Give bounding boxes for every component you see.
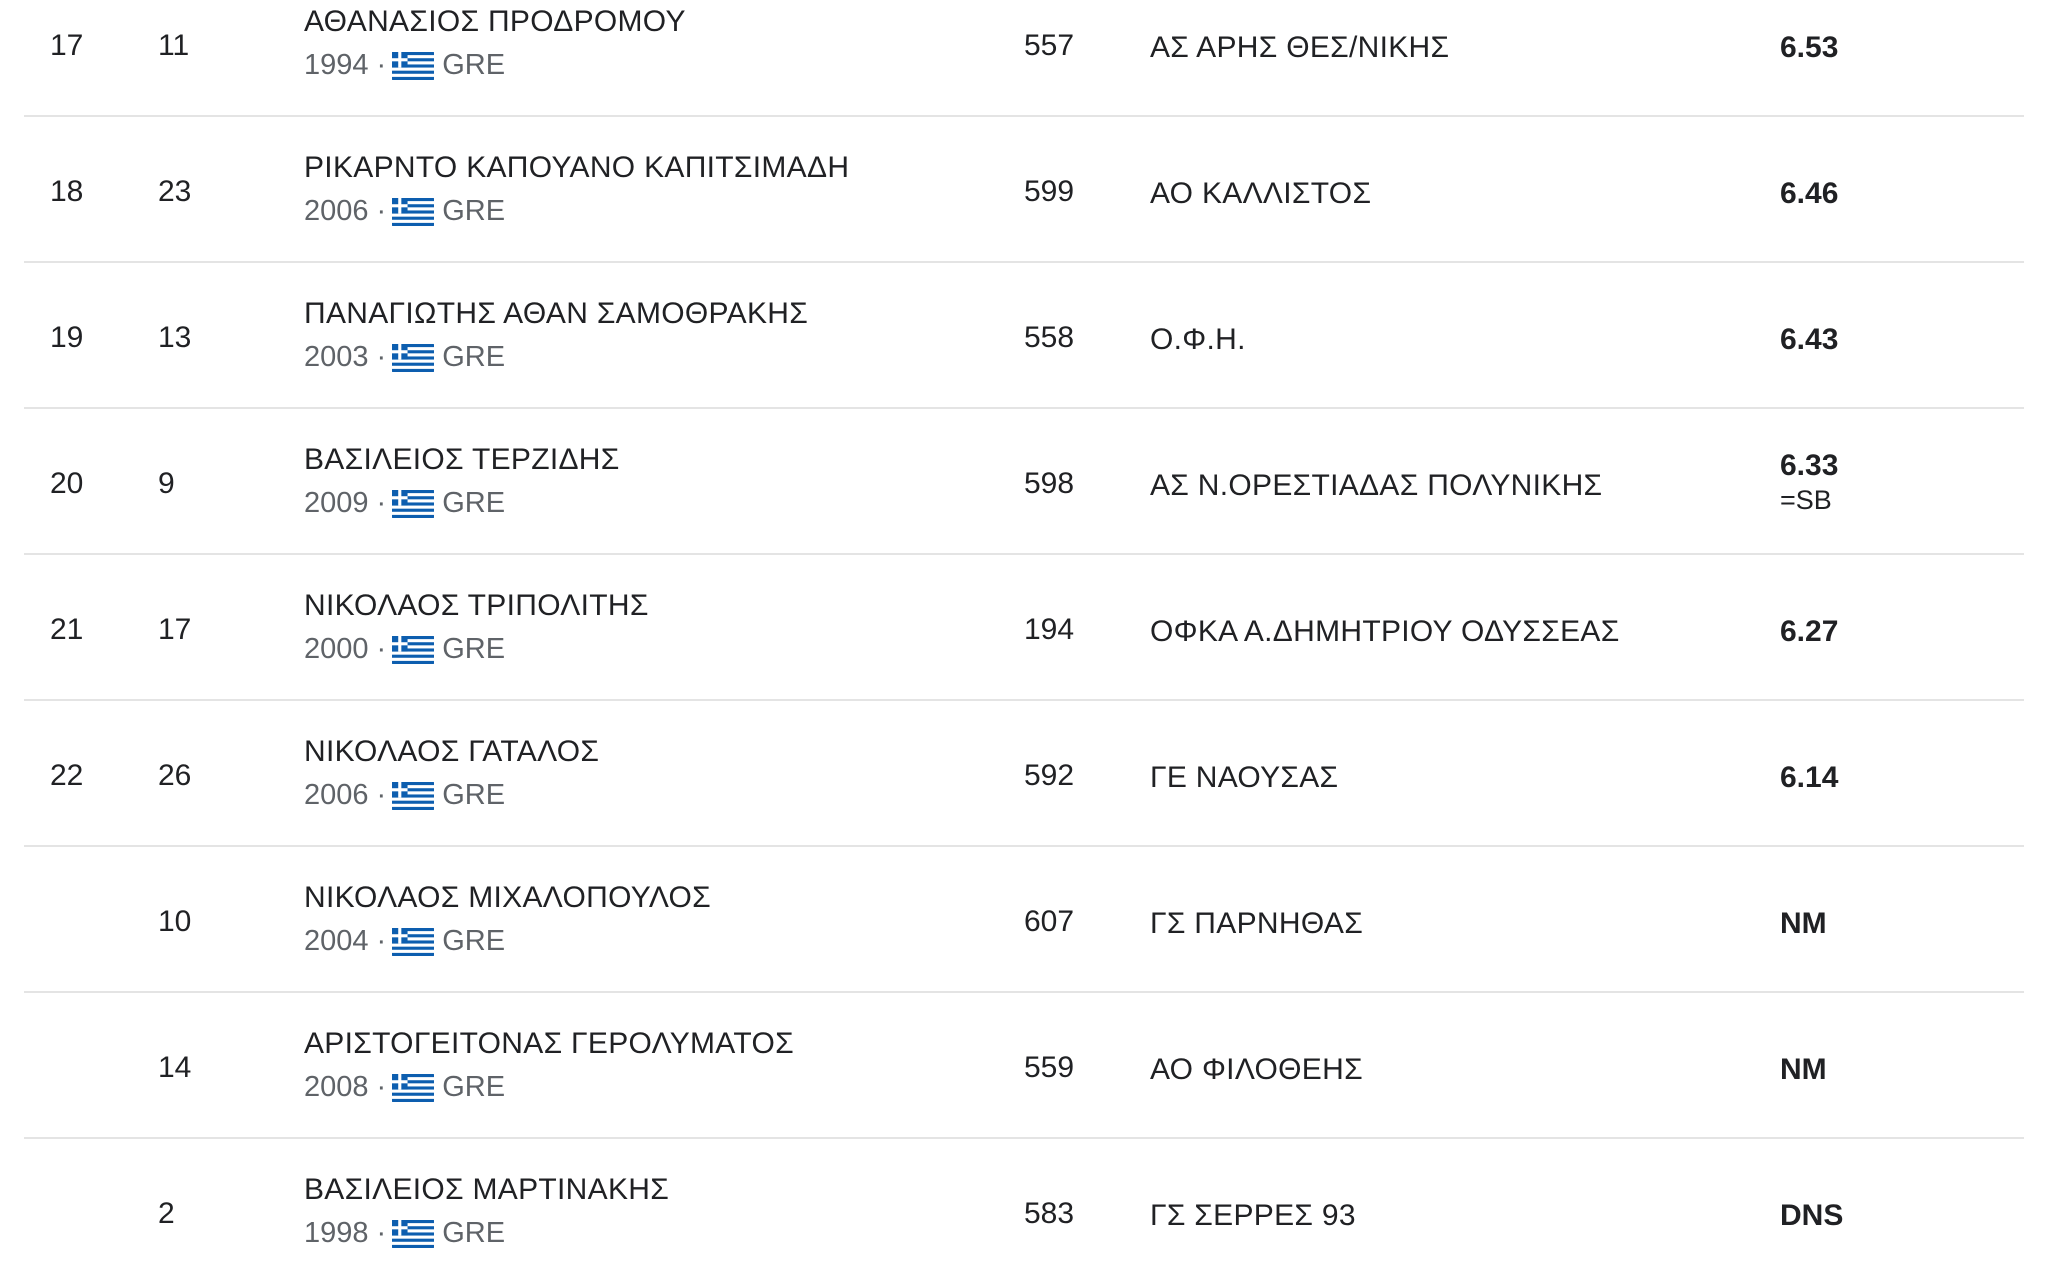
country-code: GRE xyxy=(442,779,506,811)
separator: · xyxy=(376,195,387,227)
place: 20 xyxy=(50,467,84,500)
country-code: GRE xyxy=(442,341,506,373)
result-mark: 6.27 xyxy=(1780,615,1839,648)
result-note: =SB xyxy=(1780,485,1832,515)
bib-number: 2 xyxy=(158,1197,175,1230)
table-row[interactable] xyxy=(24,1139,2024,1285)
club-name: ΑΟ ΦΙΛΟΘΕΗΣ xyxy=(1150,1053,1363,1086)
separator: · xyxy=(376,49,387,81)
club-name: ΓΣ ΠΑΡΝΗΘΑΣ xyxy=(1150,907,1364,940)
separator: · xyxy=(376,779,387,811)
table-row[interactable] xyxy=(24,263,2024,409)
result-mark-block xyxy=(1780,449,1838,516)
table-row[interactable] xyxy=(24,117,2024,263)
bib-number: 26 xyxy=(158,759,192,792)
license-number: 583 xyxy=(1024,1197,1075,1230)
athlete-info xyxy=(304,1173,669,1250)
result-mark: 6.46 xyxy=(1780,177,1839,210)
greece-flag-icon xyxy=(392,489,434,519)
athlete-meta xyxy=(304,195,849,228)
greece-flag-icon xyxy=(392,635,434,665)
birth-year: 2004 xyxy=(304,925,369,957)
athlete-meta xyxy=(304,1217,669,1250)
result-mark: NM xyxy=(1780,907,1827,940)
result-mark: 6.43 xyxy=(1780,323,1839,356)
separator: · xyxy=(376,1217,387,1249)
athlete-meta xyxy=(304,633,649,666)
result-mark: 6.14 xyxy=(1780,761,1839,794)
license-number: 598 xyxy=(1024,467,1075,500)
athlete-info xyxy=(304,881,711,958)
athlete-info xyxy=(304,297,808,374)
greece-flag-icon xyxy=(392,51,434,81)
athlete-name[interactable]: ΡΙΚΑΡΝΤΟ ΚΑΠΟΥΑΝΟ ΚΑΠΙΤΣΙΜΑΔΗ xyxy=(304,151,850,184)
club-name: ΟΦΚΑ Α.ΔΗΜΗΤΡΙΟΥ ΟΔΥΣΣΕΑΣ xyxy=(1150,615,1620,648)
country-code: GRE xyxy=(442,925,506,957)
athlete-info xyxy=(304,735,599,812)
birth-year: 2008 xyxy=(304,1071,369,1103)
country-code: GRE xyxy=(442,1071,506,1103)
athlete-name[interactable]: ΑΡΙΣΤΟΓΕΙΤΟΝΑΣ ΓΕΡΟΛΥΜΑΤΟΣ xyxy=(304,1027,794,1060)
athlete-info xyxy=(304,5,686,82)
athlete-meta xyxy=(304,1071,794,1104)
bib-number: 23 xyxy=(158,175,192,208)
license-number: 599 xyxy=(1024,175,1075,208)
club-name: ΓΣ ΣΕΡΡΕΣ 93 xyxy=(1150,1199,1356,1232)
country-code: GRE xyxy=(442,195,506,227)
separator: · xyxy=(376,487,387,519)
country-code: GRE xyxy=(442,1217,506,1249)
bib-number: 10 xyxy=(158,905,192,938)
results-table xyxy=(24,0,2024,1285)
license-number: 194 xyxy=(1024,613,1075,646)
athlete-info xyxy=(304,1027,794,1104)
club-name: ΓΕ ΝΑΟΥΣΑΣ xyxy=(1150,761,1339,794)
place: 21 xyxy=(50,613,84,646)
athlete-meta xyxy=(304,49,686,82)
greece-flag-icon xyxy=(392,927,434,957)
license-number: 559 xyxy=(1024,1051,1075,1084)
club-name: ΑΟ ΚΑΛΛΙΣΤΟΣ xyxy=(1150,177,1372,210)
athlete-info xyxy=(304,151,849,228)
bib-number: 13 xyxy=(158,321,192,354)
country-code: GRE xyxy=(442,633,506,665)
athlete-meta xyxy=(304,341,808,374)
separator: · xyxy=(376,341,387,373)
country-code: GRE xyxy=(442,487,506,519)
birth-year: 2003 xyxy=(304,341,369,373)
license-number: 558 xyxy=(1024,321,1075,354)
separator: · xyxy=(376,1071,387,1103)
athlete-meta xyxy=(304,487,620,520)
birth-year: 2000 xyxy=(304,633,369,665)
table-row[interactable] xyxy=(24,409,2024,555)
athlete-name[interactable]: ΒΑΣΙΛΕΙΟΣ ΜΑΡΤΙΝΑΚΗΣ xyxy=(304,1173,670,1206)
greece-flag-icon xyxy=(392,197,434,227)
separator: · xyxy=(376,925,387,957)
greece-flag-icon xyxy=(392,343,434,373)
club-name: Ο.Φ.Η. xyxy=(1150,323,1246,356)
result-mark: DNS xyxy=(1780,1199,1844,1232)
separator: · xyxy=(376,633,387,665)
table-row[interactable] xyxy=(24,993,2024,1139)
result-mark: 6.53 xyxy=(1780,31,1839,64)
place: 22 xyxy=(50,759,84,792)
greece-flag-icon xyxy=(392,781,434,811)
athlete-name[interactable]: ΝΙΚΟΛΑΟΣ ΤΡΙΠΟΛΙΤΗΣ xyxy=(304,589,649,622)
table-row[interactable] xyxy=(24,701,2024,847)
birth-year: 1994 xyxy=(304,49,369,81)
bib-number: 17 xyxy=(158,613,192,646)
table-row[interactable] xyxy=(24,847,2024,993)
athlete-info xyxy=(304,589,649,666)
birth-year: 2009 xyxy=(304,487,369,519)
bib-number: 9 xyxy=(158,467,175,500)
athlete-name[interactable]: ΒΑΣΙΛΕΙΟΣ ΤΕΡΖΙΔΗΣ xyxy=(304,443,620,476)
result-mark: 6.33 xyxy=(1780,449,1839,482)
athlete-meta xyxy=(304,779,599,812)
athlete-meta xyxy=(304,925,711,958)
athlete-info xyxy=(304,443,620,520)
country-code: GRE xyxy=(442,49,506,81)
table-row[interactable] xyxy=(24,0,2024,117)
bib-number: 11 xyxy=(158,29,190,62)
bib-number: 14 xyxy=(158,1051,192,1084)
birth-year: 2006 xyxy=(304,195,369,227)
table-row[interactable] xyxy=(24,555,2024,701)
license-number: 607 xyxy=(1024,905,1075,938)
athlete-name[interactable]: ΝΙΚΟΛΑΟΣ ΓΑΤΑΛΟΣ xyxy=(304,735,600,768)
club-name: ΑΣ ΑΡΗΣ ΘΕΣ/ΝΙΚΗΣ xyxy=(1150,31,1450,64)
license-number: 592 xyxy=(1024,759,1075,792)
greece-flag-icon xyxy=(392,1073,434,1103)
athlete-name[interactable]: ΠΑΝΑΓΙΩΤΗΣ ΑΘΑΝ ΣΑΜΟΘΡΑΚΗΣ xyxy=(304,297,809,330)
birth-year: 1998 xyxy=(304,1217,369,1249)
place: 19 xyxy=(50,321,84,354)
result-mark: NM xyxy=(1780,1053,1827,1086)
place: 17 xyxy=(50,29,84,62)
place: 18 xyxy=(50,175,84,208)
club-name: ΑΣ Ν.ΟΡΕΣΤΙΑΔΑΣ ΠΟΛΥΝΙΚΗΣ xyxy=(1150,469,1603,502)
athlete-name[interactable]: ΝΙΚΟΛΑΟΣ ΜΙΧΑΛΟΠΟΥΛΟΣ xyxy=(304,881,712,914)
birth-year: 2006 xyxy=(304,779,369,811)
greece-flag-icon xyxy=(392,1219,434,1249)
athlete-name[interactable]: ΑΘΑΝΑΣΙΟΣ ΠΡΟΔΡΟΜΟΥ xyxy=(304,5,686,38)
license-number: 557 xyxy=(1024,29,1075,62)
